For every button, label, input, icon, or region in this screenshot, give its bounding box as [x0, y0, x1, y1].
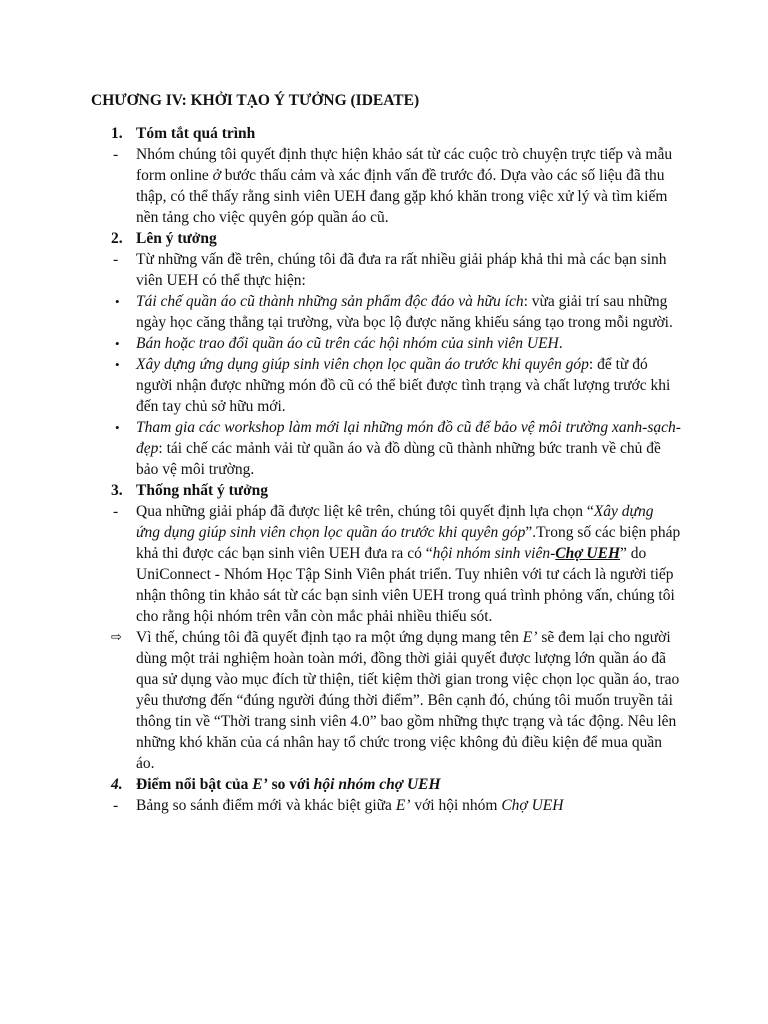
- section-heading-text: so với: [267, 776, 314, 793]
- section-heading-text: Thống nhất ý tưởng: [136, 482, 269, 499]
- section-4-heading: [91, 774, 681, 795]
- paragraph-text: Từ những vấn đề trên, chúng tôi đã đưa ra rất nhiều giải pháp khả thi mà các bạn sinh viên UEH có thể thực hiện:: [136, 251, 667, 289]
- section-1-paragraph: [91, 144, 681, 228]
- section-heading-text: Lên ý tưởng: [136, 230, 217, 247]
- paragraph-text: ”.Trong số các biện pháp khả thi được các bạn sinh viên UEH đưa ra có “: [136, 524, 681, 562]
- paragraph-bold-italic-underlined: Chợ UEH: [555, 545, 621, 562]
- bullet-item-4: [91, 417, 681, 480]
- section-heading-text: Tóm tắt quá trình: [136, 125, 256, 142]
- paragraph-text: bước thấu cảm và xác định vấn đề trước đó. Dựa vào các số liệu đã thu thập, có thể thấy rằng sinh viên UEH đang gặp khó khăn trong việc xử lý và tìm kiếm nền tảng cho việc quyên góp quần áo cũ.: [136, 167, 668, 226]
- section-number: 4.: [111, 776, 123, 793]
- chapter-title: CHƯƠNG IV: KHỞI TẠO Ý TƯỞNG (IDEATE): [91, 92, 420, 109]
- paragraph-text: Qua những giải pháp đã được liệt kê trên, chúng tôi quyết định lựa chọn “: [136, 503, 594, 520]
- paragraph-text: sẽ đem lại cho người dùng một trải nghiệm hoàn toàn mới, đồng thời giải quyết được lượng lớn quần áo đã qua sử dụng vào mục đích từ thiện, tiết kiệm thời gian trong việc chọn lọc quần áo, trao yêu thương đến “đúng người đúng thời điểm”. Bên cạnh đó, chúng tôi muốn truyền tải thông tin về “Thời trang sinh viên 4.0” bao gồm những thực trạng và tác động. Nêu lên những khó khăn của cá nhân hay tổ chức trong việc không đủ điều kiện để mua quần áo.: [136, 629, 680, 772]
- section-heading-italic: E’: [252, 776, 268, 793]
- paragraph-italic: ở: [212, 167, 221, 184]
- section-heading-text: Điểm nổi bật của: [136, 776, 253, 793]
- dash-marker: -: [113, 146, 119, 163]
- bullet-item-1: [91, 291, 681, 333]
- bullet-item-3: [91, 354, 681, 417]
- bullet-text: : tái chế các mảnh vải từ quần áo và đồ dùng cũ thành những bức tranh về chủ đề bảo vệ môi trường.: [136, 440, 661, 478]
- section-number: 3.: [111, 482, 123, 499]
- paragraph-text: Nhóm chúng tôi quyết định thực hiện khảo sát từ các cuộc trò chuyện trực tiếp và mẫu form online: [136, 146, 673, 184]
- paragraph-italic: E’: [522, 629, 538, 646]
- bullet-marker: •: [115, 420, 120, 435]
- paragraph-text: Bảng so sánh điểm mới và khác biệt giữa: [136, 797, 396, 814]
- dash-marker: -: [113, 503, 119, 520]
- paragraph-italic: E’: [395, 797, 411, 814]
- section-3-paragraph: [91, 501, 681, 627]
- section-2-heading: [91, 228, 681, 249]
- dash-marker: -: [113, 251, 119, 268]
- bullet-marker: •: [115, 294, 120, 309]
- paragraph-italic: Chợ UEH: [501, 797, 564, 814]
- bullet-italic: Tham gia các workshop làm mới lại những món đồ cũ để bảo vệ môi trường xanh-sạch-đẹp: [136, 419, 681, 457]
- dash-marker: -: [113, 797, 119, 814]
- bullet-text: : vừa giải trí sau những ngày học căng thẳng tại trường, vừa bọc lộ được năng khiếu sáng tạo trong mỗi người.: [136, 293, 673, 331]
- section-heading-italic: hội nhóm chợ UEH: [313, 776, 441, 793]
- bullet-italic: Xây dựng ứng dụng giúp sinh viên chọn lọc quần áo trước khi quyên góp: [136, 356, 589, 373]
- section-1-heading: [91, 123, 681, 144]
- bullet-item-2: [91, 333, 681, 354]
- bullet-marker: •: [115, 357, 120, 372]
- bullet-marker: •: [115, 336, 120, 351]
- paragraph-text: ” do UniConnect - Nhóm Học Tập Sinh Viên phát triển. Tuy nhiên với tư cách là người tiếp nhận thông tin khảo sát từ các bạn sinh viên UEH trong quá trình phỏng vấn, chúng tôi cho rằng hội nhóm trên vẫn còn mắc phải nhiều thiếu sót.: [136, 545, 675, 625]
- bullet-italic: Tái chế quần áo cũ thành những sản phẩm độc đáo và hữu ích: [136, 293, 524, 310]
- document-body: [91, 123, 681, 816]
- bullet-text: .: [558, 335, 563, 352]
- bullet-italic: Bán hoặc trao đổi quần áo cũ trên các hội nhóm của sinh viên UEH: [136, 335, 559, 352]
- section-3-conclusion: [91, 627, 681, 774]
- paragraph-italic: Xây dựng ứng dụng giúp sinh viên chọn lọc quần áo trước khi quyên góp: [136, 503, 654, 541]
- paragraph-text: Vì thế, chúng tôi đã quyết định tạo ra một ứng dụng mang tên: [136, 629, 523, 646]
- section-number: 1.: [111, 125, 123, 142]
- paragraph-italic: hội nhóm sinh viên-: [432, 545, 556, 562]
- section-4-paragraph: [91, 795, 681, 816]
- arrow-icon: ⇨: [111, 630, 122, 645]
- bullet-text: : để từ đó người nhận được những món đồ cũ có thể biết được tình trạng và chất lượng trước khi đến tay chủ sở hữu mới.: [136, 356, 671, 415]
- section-3-heading: [91, 480, 681, 501]
- section-2-intro: [91, 249, 681, 291]
- paragraph-text: với hội nhóm: [410, 797, 502, 814]
- section-number: 2.: [111, 230, 123, 247]
